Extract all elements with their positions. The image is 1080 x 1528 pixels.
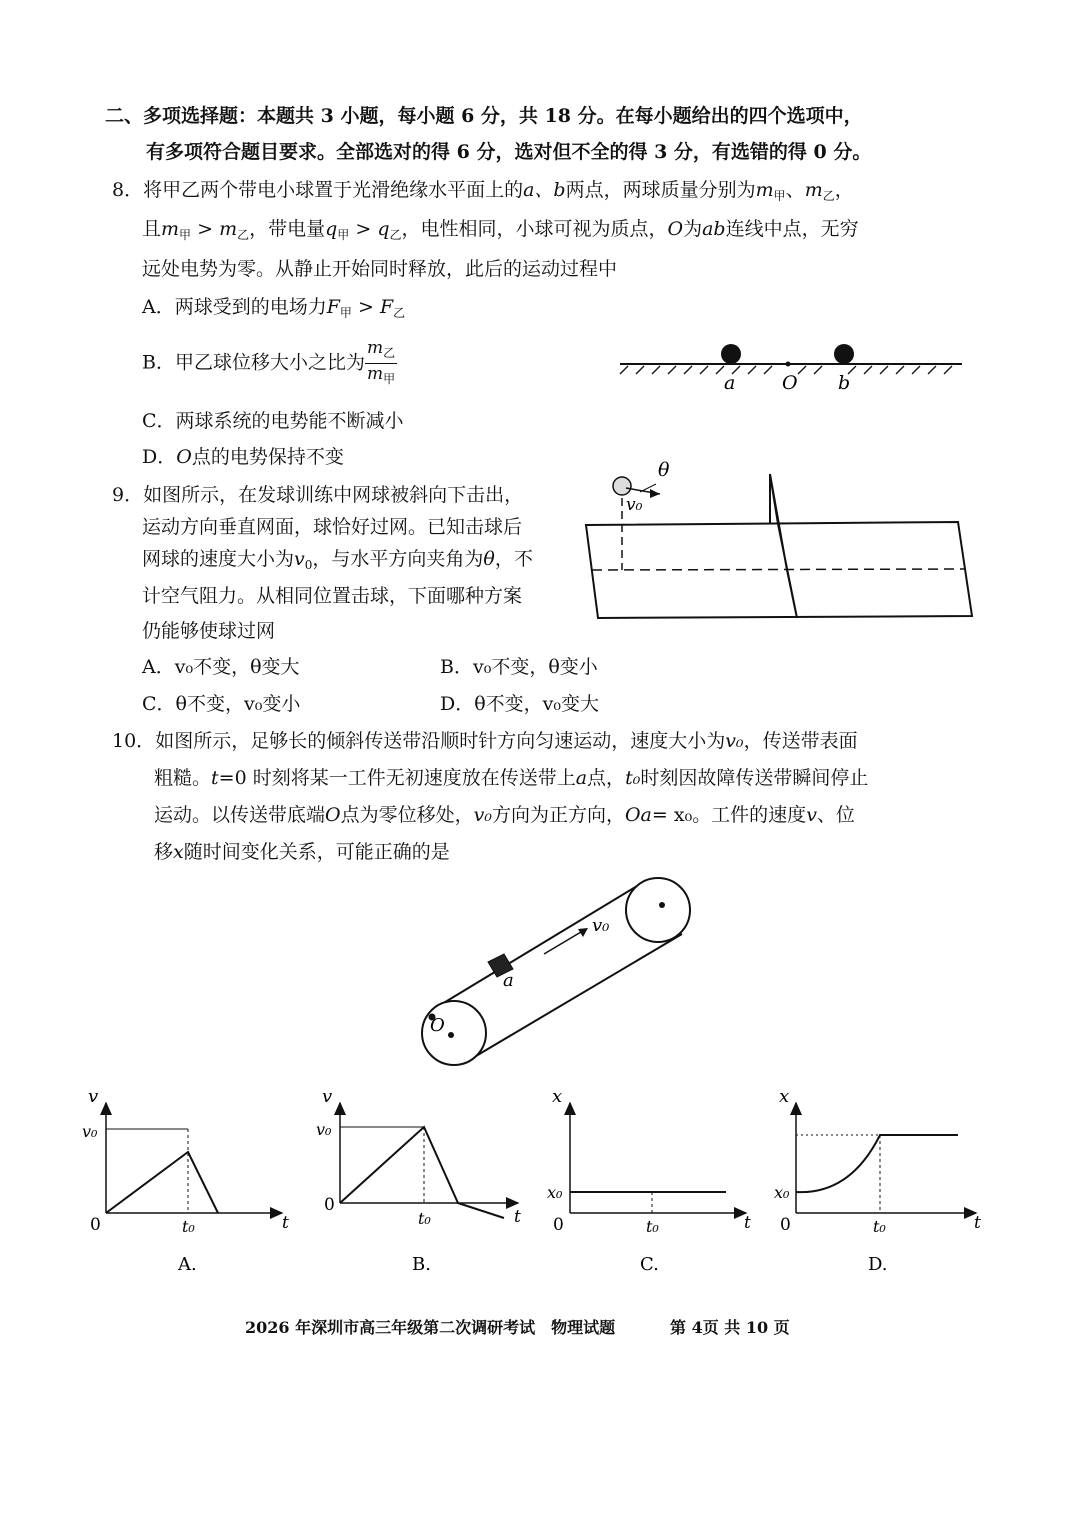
q8-line1: 8．将甲乙两个带电小球置于光滑绝缘水平面上的a、b两点，两球质量分别为$m_甲$、$m_乙$， [112,179,854,203]
q8-line2: 且$m_甲 > m_乙$，带电量$q_甲 > q_乙$，电性相同，小球可视为质点，O为ab连线中点，无穷 [142,218,859,242]
footer-title: 2026 年深圳市高三年级第二次调研考试 物理试题 [245,1318,616,1337]
graph-a-curve [106,1152,218,1213]
q8-option-a: A．两球受到的电场力$F_甲 > F_乙$ [142,296,406,320]
footer-page: 第 4页 共 10 页 [670,1318,790,1337]
q9-option-a: A．v₀不变，θ变大 [142,656,300,678]
q8-option-c: C．两球系统的电势能不断减小 [142,410,404,432]
graph-c-xtick: t₀ [646,1217,659,1236]
q9-line5: 仍能够使球过网 [142,620,276,642]
q9-option-d: D．θ不变，v₀变大 [440,693,600,715]
q8-line3: 远处电势为零。从静止开始同时释放，此后的运动过程中 [142,258,618,280]
graph-b-origin: 0 [324,1195,335,1215]
q9-line1: 9．如图所示，在发球训练中网球被斜向下击出， [112,484,524,506]
graph-d-curve [796,1135,958,1192]
graph-b-xlabel: t [514,1207,521,1227]
q8-option-b: B．甲乙球位移大小之比为 $\frac{m_乙}{m_甲}$ [142,338,397,389]
graph-b-ytick: v₀ [316,1120,332,1139]
label-a: a [503,970,514,991]
label-v0: v₀ [592,915,610,936]
label-a: a [724,372,736,394]
graph-c-xlabel: t [744,1213,751,1233]
graph-d-xlabel: t [974,1213,981,1233]
label-o: O [782,372,798,394]
label-v0: v₀ [626,495,643,515]
graph-c-origin: 0 [553,1215,564,1235]
q9-line2: 运动方向垂直网面，球恰好过网。已知击球后 [142,516,523,538]
graph-b-option: B. [412,1254,431,1275]
q10-line2: 粗糙。t=0 时刻将某一工件无初速度放在传送带上a点，t₀时刻因故障传送带瞬间停止 [154,767,869,789]
graph-c [547,1086,751,1275]
label-theta: θ [658,459,670,481]
graph-d [774,1086,981,1275]
graph-a-xlabel: t [282,1213,289,1233]
q8-option-d: D．O点的电势保持不变 [142,446,344,468]
graph-b-curve [340,1127,504,1218]
graph-d-ylabel: x [779,1086,790,1107]
section-heading-line1: 二、多项选择题：本题共 3 小题，每小题 6 分，共 18 分。在每小题给出的四个选项中， [105,105,863,127]
graph-a-ytick: v₀ [82,1122,98,1141]
mass-ratio-fraction: $\frac{m_乙}{m_甲}$ [366,338,396,386]
q9-option-b: B．v₀不变，θ变小 [440,656,598,678]
label-o: O [430,1015,445,1036]
graph-a-xtick: t₀ [182,1217,195,1236]
graph-d-origin: 0 [780,1215,791,1235]
graph-d-ytick: x₀ [774,1183,790,1202]
q9-line4: 计空气阻力。从相同位置击球，下面哪种方案 [142,585,523,607]
q9-line3: 网球的速度大小为$v_0$，与水平方向夹角为θ，不 [142,548,533,572]
graph-a [82,1086,289,1275]
graph-d-option: D. [868,1254,888,1275]
graph-c-ylabel: x [552,1086,563,1107]
graph-a-option: A. [178,1254,197,1275]
q9-option-c: C．θ不变，v₀变小 [142,693,301,715]
label-b: b [838,372,851,394]
graph-b [316,1086,521,1275]
section-heading-line2: 有多项符合题目要求。全部选对的得 6 分，选对但不全的得 3 分，有选错的得 0 分。 [146,141,872,163]
graph-c-option: C. [640,1254,659,1275]
q10-line1: 10．如图所示，足够长的倾斜传送带沿顺时针方向匀速运动，速度大小为v₀，传送带表面 [112,730,858,752]
graph-a-origin: 0 [90,1215,101,1235]
graph-c-ytick: x₀ [547,1183,563,1202]
graph-a-ylabel: v [88,1086,99,1107]
graph-b-ylabel: v [322,1086,333,1107]
q10-line3: 运动。以传送带底端O点为零位移处，v₀方向为正方向，Oa= x₀。工件的速度v、位 [154,804,855,826]
q10-line4: 移x随时间变化关系，可能正确的是 [154,841,450,863]
graph-b-xtick: t₀ [418,1209,431,1228]
graph-d-xtick: t₀ [873,1217,886,1236]
